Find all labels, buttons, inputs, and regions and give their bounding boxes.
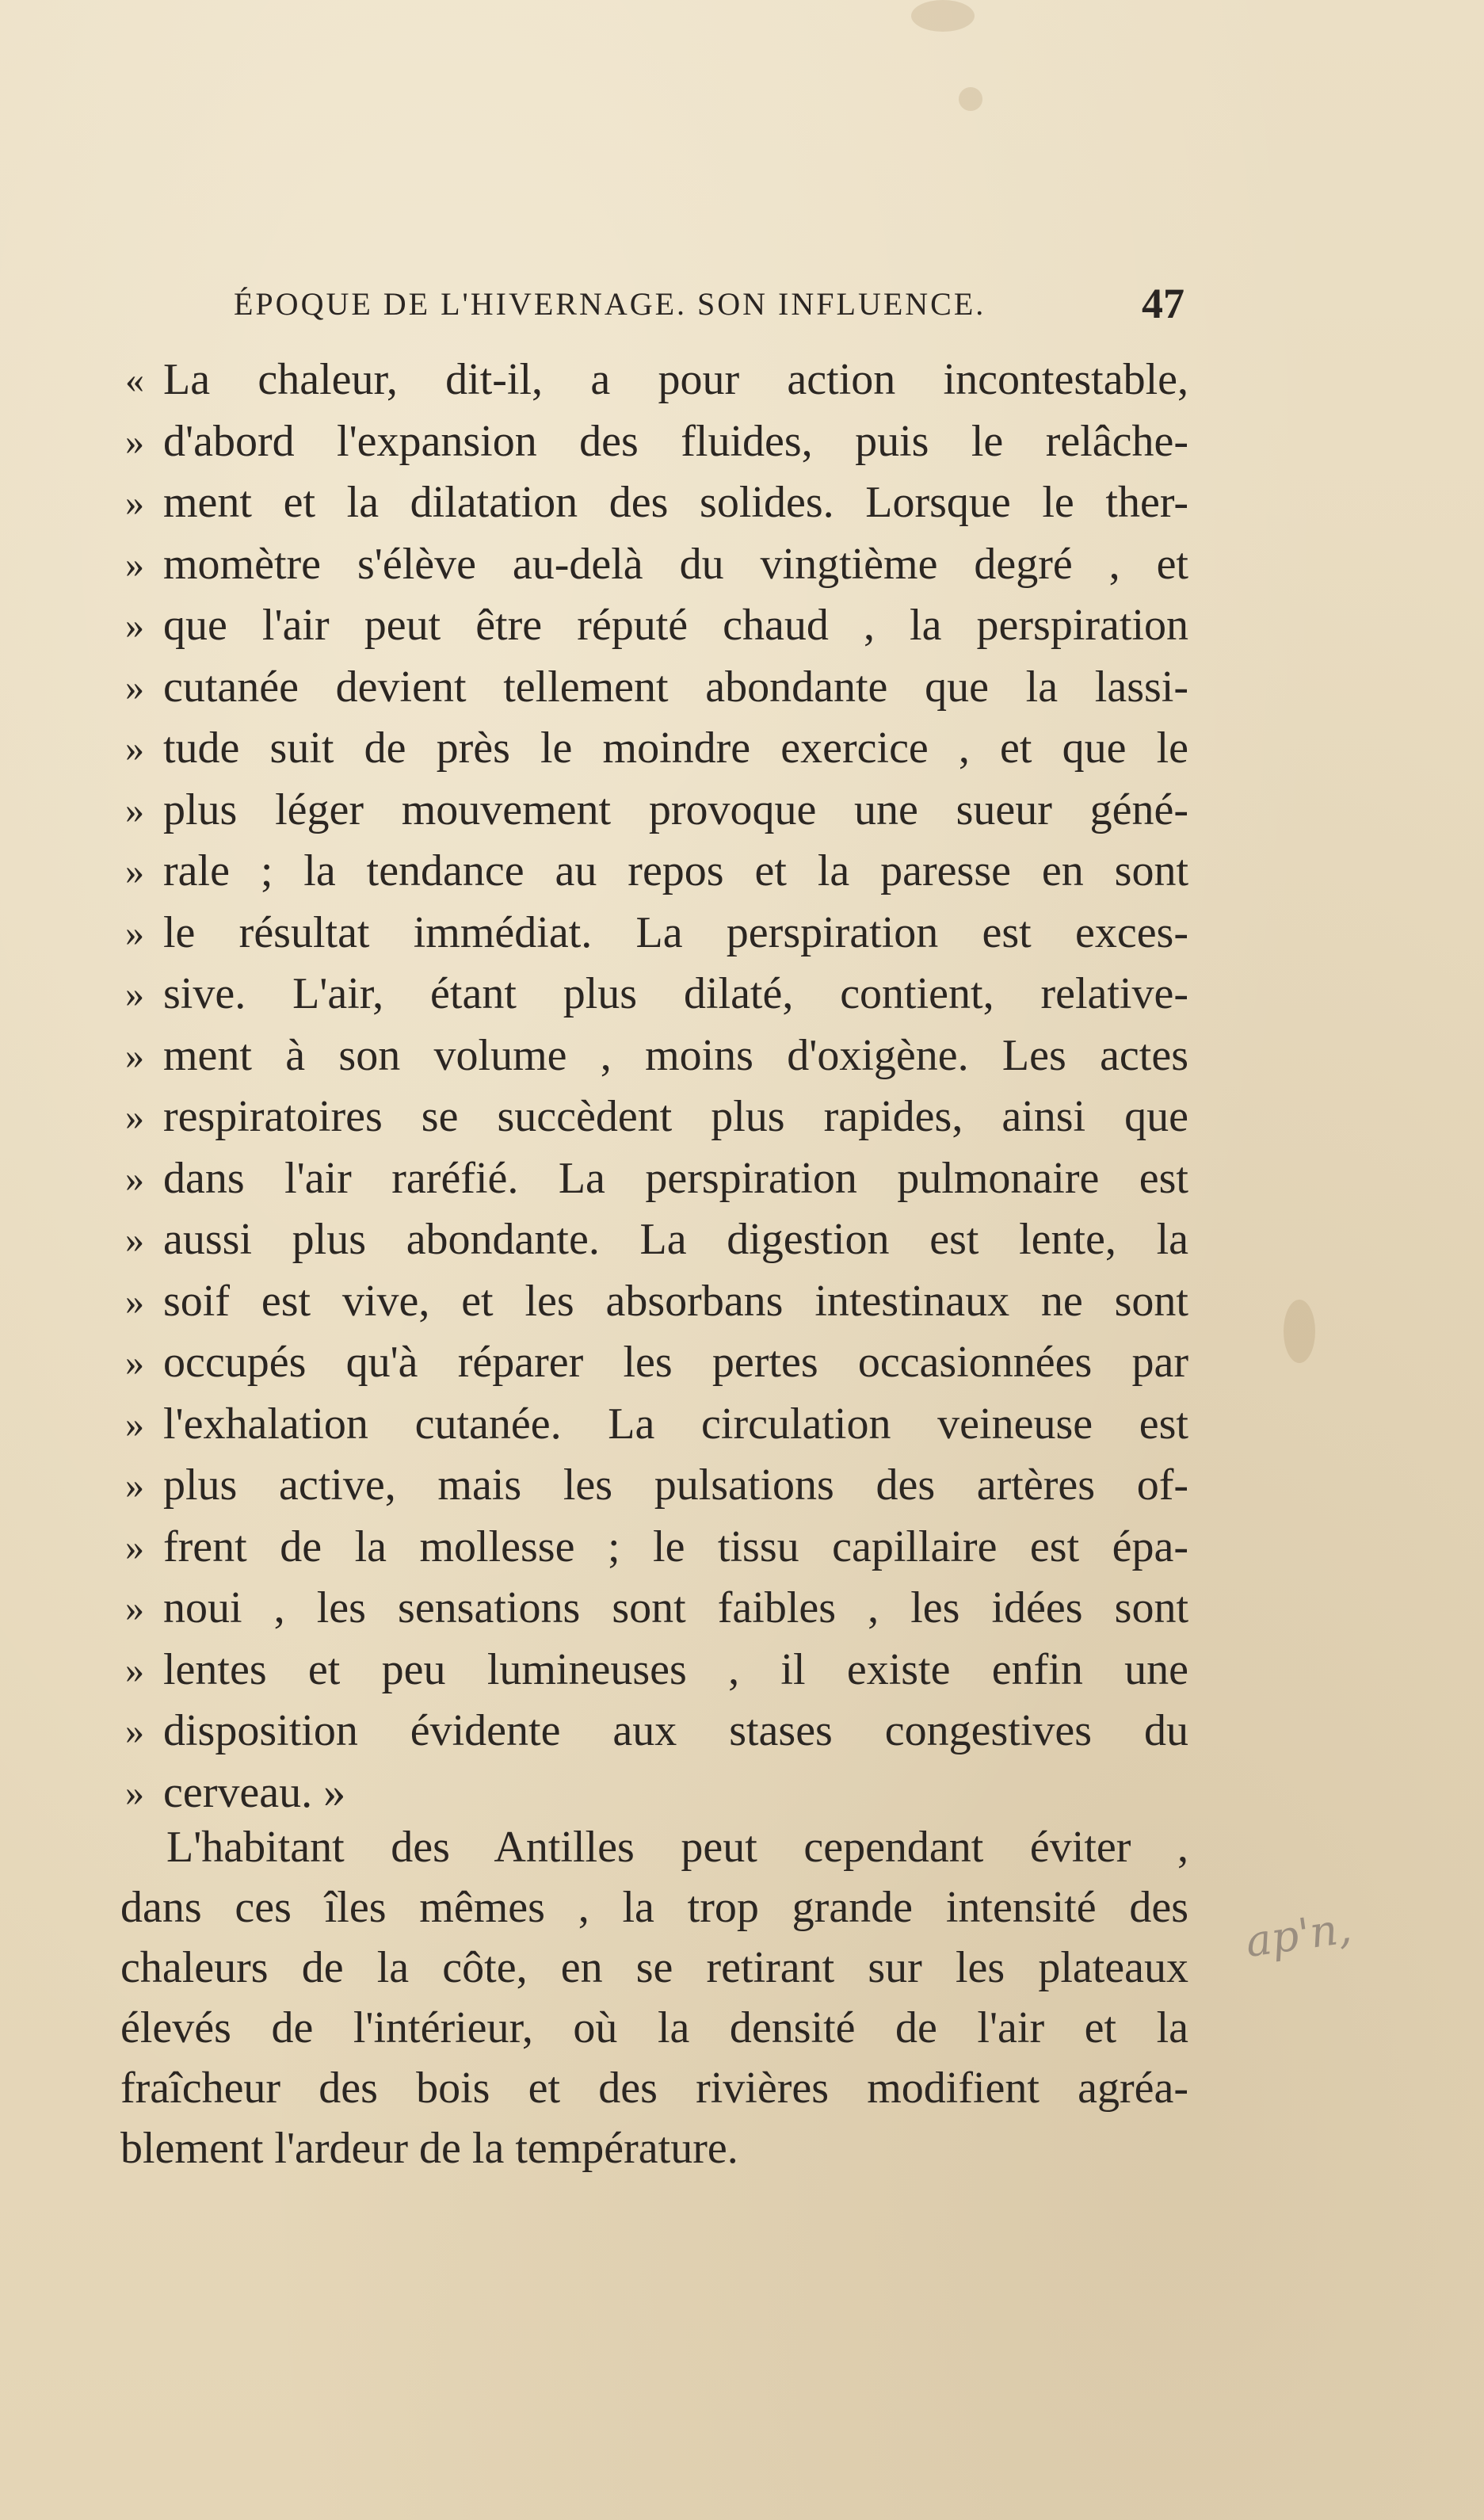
quote-mark: » xyxy=(125,850,144,892)
paper-stain xyxy=(1284,1300,1315,1363)
quote-line xyxy=(111,349,1188,411)
quote-mark: » xyxy=(125,1525,144,1568)
paragraph-line: élevés de l'intérieur, où la densité de l'air et la xyxy=(120,2003,1188,2052)
quote-line xyxy=(111,1086,1188,1148)
quote-line-text: plus léger mouvement provoque une sueur géné- xyxy=(163,785,1188,834)
quote-line xyxy=(111,657,1188,719)
paragraph-line: fraîcheur des bois et des rivières modifient agréa- xyxy=(120,2064,1188,2113)
quote-line-text: cerveau. » xyxy=(163,1767,346,1817)
quote-line-text: frent de la mollesse ; le tissu capillaire est épa- xyxy=(163,1522,1188,1571)
quote-line-text: sive. L'air, étant plus dilaté, contient, relative- xyxy=(163,969,1188,1018)
quote-line xyxy=(111,1578,1188,1640)
handwritten-margin-note: ap'n, xyxy=(1242,1903,1355,1967)
quote-mark: » xyxy=(125,1771,144,1814)
quote-mark: » xyxy=(125,1280,144,1323)
page-number: 47 xyxy=(1142,280,1185,327)
paper-stain xyxy=(959,87,982,111)
quote-line xyxy=(111,1701,1188,1762)
quote-mark: » xyxy=(125,482,144,524)
quote-line-text: que l'air peut être réputé chaud , la perspiration xyxy=(163,601,1188,650)
quote-mark: » xyxy=(125,1648,144,1691)
quote-line-text: ment à son volume , moins d'oxigène. Les actes xyxy=(163,1030,1188,1080)
quote-mark: » xyxy=(125,1342,144,1384)
quote-line-text: d'abord l'expansion des fluides, puis le relâche- xyxy=(163,416,1188,466)
quote-line xyxy=(111,1517,1188,1579)
quote-mark: » xyxy=(125,973,144,1015)
quote-mark: » xyxy=(125,1464,144,1506)
quote-line xyxy=(111,718,1188,780)
quote-line-text: La chaleur, dit-il, a pour action incontestable, xyxy=(163,355,1188,404)
quote-mark: » xyxy=(125,911,144,954)
quote-line-text: cutanée devient tellement abondante que la lassi- xyxy=(163,662,1188,712)
quote-mark: » xyxy=(125,1403,144,1445)
quote-line xyxy=(111,841,1188,903)
quote-line xyxy=(111,1332,1188,1394)
quote-line-text: le résultat immédiat. La perspiration est exces- xyxy=(163,907,1188,957)
quote-line xyxy=(111,1209,1188,1271)
quote-mark: » xyxy=(125,1587,144,1629)
quote-line-text: lentes et peu lumineuses , il existe enfin une xyxy=(163,1644,1188,1694)
paragraph-line: chaleurs de la côte, en se retirant sur les plateaux xyxy=(120,1943,1188,1992)
quote-mark: » xyxy=(125,1096,144,1138)
quote-mark: » xyxy=(125,543,144,586)
quote-line xyxy=(111,534,1188,596)
quote-mark: » xyxy=(125,1157,144,1200)
quote-mark: » xyxy=(125,666,144,708)
quote-line xyxy=(111,903,1188,964)
paragraph-line: dans ces îles mêmes , la trop grande intensité des xyxy=(120,1883,1188,1932)
quote-line xyxy=(111,1271,1188,1333)
quote-line xyxy=(111,1762,1188,1824)
quote-line-text: soif est vive, et les absorbans intestinaux ne sont xyxy=(163,1276,1188,1326)
quote-mark: » xyxy=(125,727,144,769)
quote-mark: » xyxy=(125,1710,144,1752)
running-header-title: ÉPOQUE DE L'HIVERNAGE. SON INFLUENCE. xyxy=(234,286,986,322)
quote-line xyxy=(111,1455,1188,1517)
quote-line-text: rale ; la tendance au repos et la paresse en sont xyxy=(163,846,1188,895)
quote-line xyxy=(111,1640,1188,1701)
quote-line-text: plus active, mais les pulsations des artères of- xyxy=(163,1460,1188,1510)
quoted-passage xyxy=(111,349,1188,1823)
paper-stain xyxy=(911,0,975,32)
quote-line-text: occupés qu'à réparer les pertes occasionnées par xyxy=(163,1338,1188,1387)
running-header xyxy=(234,279,1185,334)
quote-line-text: disposition évidente aux stases congestives du xyxy=(163,1706,1188,1755)
quote-line-text: noui , les sensations sont faibles , les idées sont xyxy=(163,1583,1188,1632)
quote-line-text: aussi plus abondante. La digestion est lente, la xyxy=(163,1215,1188,1264)
quote-line-text: respiratoires se succèdent plus rapides, ainsi que xyxy=(163,1092,1188,1141)
quote-line xyxy=(111,1148,1188,1210)
quote-line xyxy=(111,1025,1188,1087)
quote-mark: » xyxy=(125,1219,144,1261)
quote-mark: » xyxy=(125,1034,144,1077)
quote-line xyxy=(111,780,1188,842)
quote-line xyxy=(111,595,1188,657)
body-paragraph xyxy=(120,1817,1188,2178)
quote-mark: « xyxy=(125,359,144,401)
quote-mark: » xyxy=(125,605,144,647)
quote-mark: » xyxy=(125,420,144,463)
paragraph-line: blement l'ardeur de la température. xyxy=(120,2124,738,2173)
quote-mark: » xyxy=(125,788,144,831)
quote-line-text: dans l'air raréfié. La perspiration pulmonaire est xyxy=(163,1153,1188,1203)
quote-line xyxy=(111,1394,1188,1456)
quote-line xyxy=(111,964,1188,1025)
quote-line xyxy=(111,411,1188,473)
quote-line-text: l'exhalation cutanée. La circulation veineuse est xyxy=(163,1399,1188,1449)
quote-line-text: tude suit de près le moindre exercice , et que le xyxy=(163,724,1188,773)
quote-line xyxy=(111,472,1188,534)
quote-line-text: ment et la dilatation des solides. Lorsque le ther- xyxy=(163,478,1188,527)
quote-line-text: momètre s'élève au-delà du vingtième degré , et xyxy=(163,539,1188,589)
paragraph-line: L'habitant des Antilles peut cependant éviter , xyxy=(166,1823,1188,1872)
